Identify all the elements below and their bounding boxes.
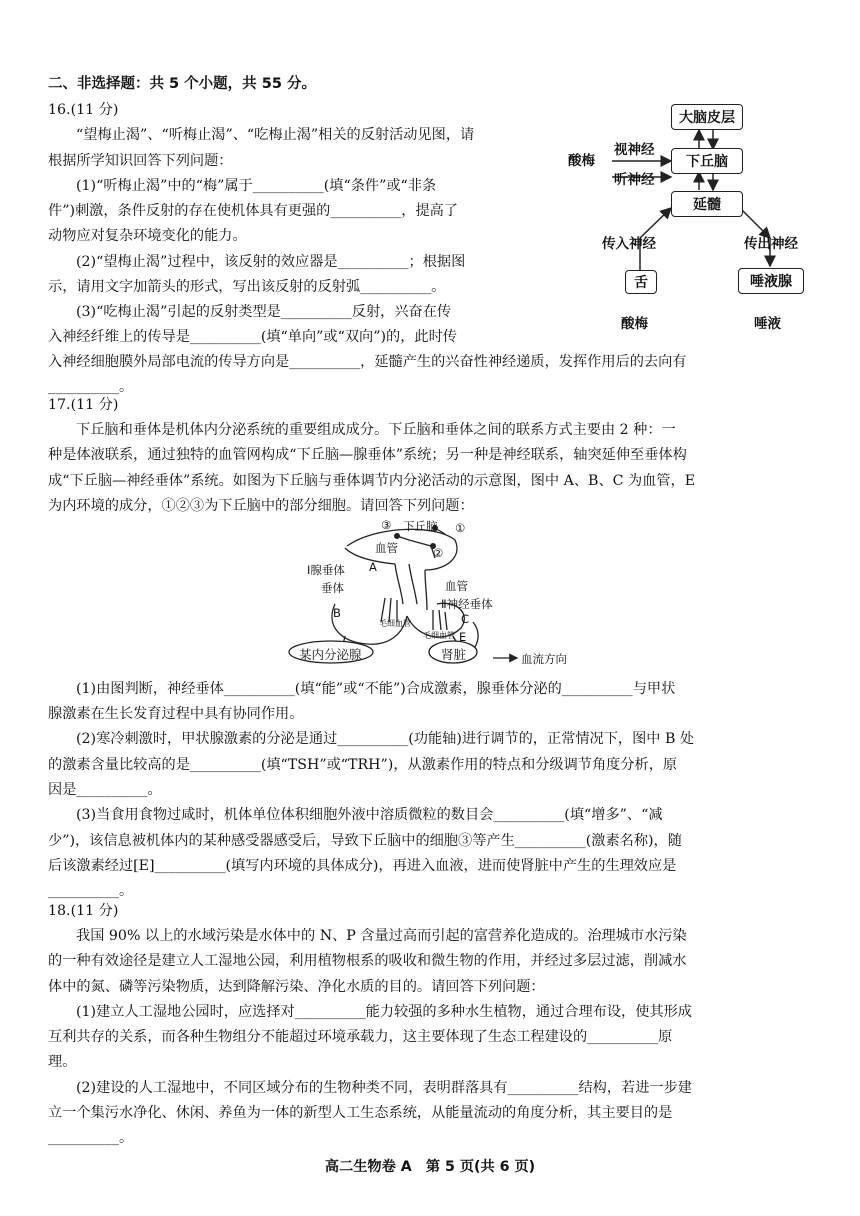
blood-flow-label: 血流方向: [521, 652, 567, 666]
vessel-a-label: A: [369, 560, 377, 574]
q17-line: 后该激素经过[E]__________(填写内环境的具体成分)，再进入血液，进而使肾脏中产生的生理效应是: [48, 858, 677, 874]
q16-line: 入神经纤维上的传导是__________(填“单向”或“双向”)的，此时传: [48, 329, 457, 345]
q18-line: 互利共存的关系，而各种生物组分不能超过环境承载力，这主要体现了生态工程建设的__________原: [48, 1029, 673, 1045]
cell1-label: ①: [455, 521, 466, 535]
q16-line: (3)“吃梅止渴”引起的反射类型是__________反射，兴奋在传: [76, 304, 452, 320]
tongue-box: 舌: [625, 270, 657, 294]
q18-line: (1)建立人工湿地公园时，应选择对__________能力较强的多种水生植物，通过合理布设，使其形成: [76, 1004, 692, 1020]
medulla-box: 延髓: [671, 191, 743, 217]
q17-line: __________。: [48, 883, 134, 899]
capillary-label: 毛细血管: [423, 631, 455, 640]
q17-line: 因是__________。: [48, 782, 162, 798]
q17-line: 的激素含量比较高的是__________(填“TSH”或“TRH”)，从激素作用的特点和分级调节角度分析，原: [48, 757, 678, 773]
cell3-label: ③: [381, 518, 392, 532]
reflex-diagram: [568, 98, 816, 330]
endocrine-gland-label: 某内分泌腺: [299, 647, 362, 662]
vessel-mid-label: 血管: [445, 579, 468, 593]
q16-line: __________。: [48, 379, 134, 395]
page-footer: 高二生物卷 A 第 5 页(共 6 页): [324, 1159, 536, 1175]
q16-line: (2)“望梅止渴”过程中，该反射的效应器是__________；根据图: [76, 254, 466, 270]
pituitary-diagram: [285, 518, 577, 668]
q16-line: 动物应对复杂环境变化的能力。: [48, 228, 247, 244]
efferent-label: 传出神经: [744, 236, 798, 252]
neurohypophysis-label: Ⅱ神经垂体: [441, 597, 493, 611]
hypothalamus-label: 下丘脑: [403, 519, 438, 533]
q16-line: (1)“听梅止渴”中的“梅”属于__________(填“条件”或“非条: [76, 178, 437, 194]
q17-header: 17.(11 分): [48, 397, 119, 413]
q17-line: 腺激素在生长发育过程中具有协同作用。: [48, 706, 304, 722]
q17-line: (1)由图判断，神经垂体__________(填“能”或“不能”)合成激素，腺垂体分泌的__________与甲状: [76, 681, 676, 697]
afferent-label: 传入神经: [602, 236, 656, 252]
q18-line: 我国 90% 以上的水域污染是水体中的 N、P 含量过高而引起的富营养化造成的。治理城市水污染: [76, 928, 687, 944]
sour-plum-bottom-label: 酸梅: [621, 316, 648, 332]
q17-line: 少”)，该信息被机体内的某种感受器感受后，导致下丘脑中的细胞③等产生__________(激素名称)，随: [48, 833, 682, 849]
pituitary-label: 垂体: [321, 581, 344, 595]
q18-line: 的一种有效途径是建立人工湿地公园，利用植物根系的吸收和微生物的作用，并经过多层过滤，削减水: [48, 953, 687, 969]
capillary-label: 毛细血管: [379, 619, 411, 628]
q16-line: 入神经细胞膜外局部电流的传导方向是__________，延髓产生的兴奋性神经递质，发挥作用后的去向有: [48, 354, 687, 370]
q18-line: __________。: [48, 1130, 134, 1146]
salivary-gland-box: 唾液腺: [738, 268, 804, 294]
q18-line: 理。: [48, 1054, 77, 1070]
cortex-box: 大脑皮层: [671, 104, 743, 130]
q18-header: 18.(11 分): [48, 903, 119, 919]
adenohypophysis-label: Ⅰ腺垂体: [307, 563, 345, 577]
q16-line: 根据所学知识回答下列问题：: [48, 153, 233, 169]
visual-nerve-label: 视神经: [614, 142, 655, 158]
auditory-nerve-label: 听神经: [614, 172, 655, 188]
q18-line: 立一个集污水净化、休闲、养鱼为一体的新型人工生态系统，从能量流动的角度分析，其主要目的是: [48, 1105, 673, 1121]
section-header: 二、非选择题：共 5 个小题，共 55 分。: [48, 76, 316, 92]
sour-plum-label: 酸梅: [568, 153, 595, 169]
q16-line: 示，请用文字加箭头的形式，写出该反射的反射弧__________。: [48, 279, 446, 295]
cell2-label: ②: [433, 546, 444, 560]
q17-line: 下丘脑和垂体是机体内分泌系统的重要组成成分。下丘脑和垂体之间的联系方式主要由 2 种：一: [76, 422, 676, 438]
q18-line: (2)建设的人工湿地中，不同区域分布的生物种类不同，表明群落具有__________结构，若进一步建: [76, 1080, 692, 1096]
e-label: E: [459, 630, 467, 644]
q17-line: 种是体液联系，通过独特的血管网构成“下丘脑—腺垂体”系统；另一种是神经联系，轴突延伸至垂体构: [48, 447, 687, 463]
q17-line: (3)当食用食物过咸时，机体单位体积细胞外液中溶质微粒的数目会__________(填“增多”、“减: [76, 807, 663, 823]
q17-line: 为内环境的成分，①②③为下丘脑中的部分细胞。请回答下列问题：: [48, 498, 474, 514]
saliva-label: 唾液: [754, 316, 781, 332]
vessel-b-label: B: [333, 606, 341, 620]
vessel-top-label: 血管: [375, 541, 398, 555]
q18-line: 体中的氮、磷等污染物质，达到降解污染、净化水质的目的。请回答下列问题：: [48, 979, 545, 995]
q16-line: 件”)刺激，条件反射的存在使机体具有更强的__________，提高了: [48, 203, 459, 219]
vessel-c-label: C: [461, 612, 470, 626]
kidney-label: 肾脏: [441, 647, 467, 662]
q17-line: (2)寒冷刺激时，甲状腺激素的分泌是通过__________(功能轴)进行调节的，正常情况下，图中 B 处: [76, 731, 695, 747]
q17-line: 成“下丘脑—神经垂体”系统。如图为下丘脑与垂体调节内分泌活动的示意图，图中 A、B、C 为血管，E: [48, 473, 696, 489]
q16-header: 16.(11 分): [48, 102, 119, 118]
q16-line: “望梅止渴”、“听梅止渴”、“吃梅止渴”相关的反射活动见图，请: [76, 127, 475, 143]
hypothalamus-box: 下丘脑: [671, 148, 743, 174]
